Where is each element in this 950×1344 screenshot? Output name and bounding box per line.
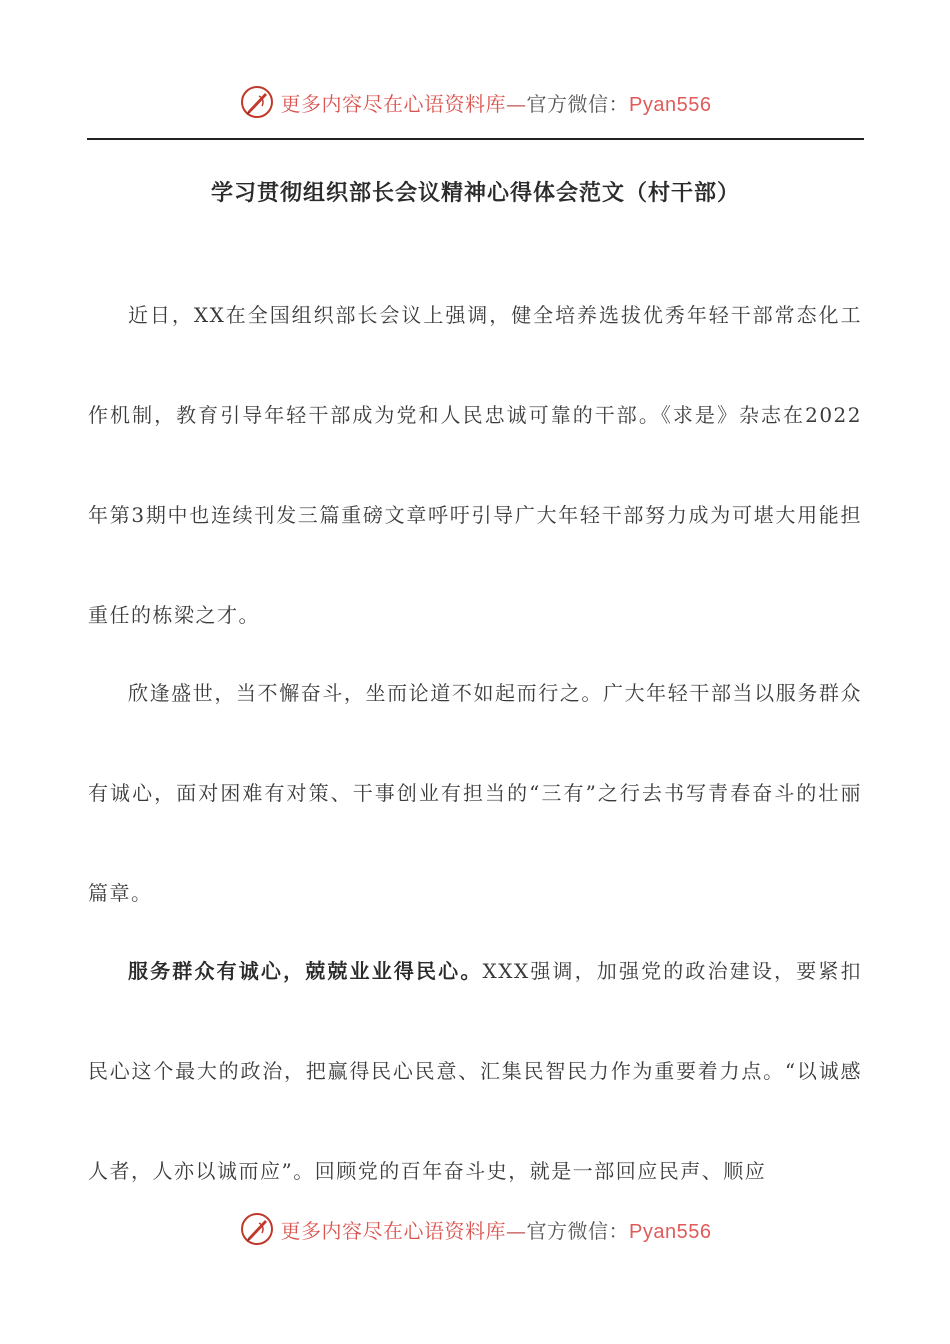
banner-wechat-id: Pyan556	[629, 93, 712, 116]
footer-banner	[0, 1211, 950, 1247]
paragraph-3-lead: 服务群众有诚心，兢兢业业得民心。	[128, 959, 483, 983]
footer-dash: —	[506, 1218, 527, 1243]
paragraph-3-text: XXX强调，加强党的政治建设，要紧扣民心这个最大的政治，把赢得民心民意、汇集民智民力作为重要着力点。“以诚感人者，人亦以诚而应”。回顾党的百年奋斗史，就是一部回应民声、顺应	[88, 959, 862, 1183]
paragraph-1	[88, 265, 862, 665]
document-title: 学习贯彻组织部长会议精神心得体会范文（村干部）	[210, 181, 740, 206]
banner-dash: —	[506, 91, 527, 116]
footer-wechat-id: Pyan556	[629, 1220, 712, 1243]
paragraph-1-text: 近日，XX在全国组织部长会议上强调，健全培养选拔优秀年轻干部常态化工作机制，教育引导年轻干部成为党和人民忠诚可靠的干部。《求是》杂志在2022年第3期中也连续刊发三篇重磅文章呼吁引导广大年轻干部努力成为可堪大用能担重任的栋梁之才。	[88, 303, 862, 627]
footer-brand: 更多内容尽在心语资料库	[280, 1218, 507, 1243]
paragraph-2-text: 欣逢盛世，当不懈奋斗，坐而论道不如起而行之。广大年轻干部当以服务群众有诚心，面对困难有对策、干事创业有担当的“三有”之行去书写青春奋斗的壮丽篇章。	[88, 681, 862, 905]
banner-brand: 更多内容尽在心语资料库	[280, 91, 507, 116]
quill-pen-logo-icon	[239, 84, 275, 120]
paragraph-2	[88, 643, 862, 943]
paragraph-3	[88, 921, 862, 1221]
banner-official-label: 官方微信：	[526, 91, 630, 116]
banner-text	[281, 88, 712, 117]
header-banner	[0, 84, 950, 120]
header-divider	[87, 138, 864, 140]
document-body	[88, 265, 862, 1221]
footer-official-label: 官方微信：	[526, 1218, 630, 1243]
quill-pen-logo-icon	[239, 1211, 275, 1247]
footer-banner-text	[281, 1215, 712, 1244]
